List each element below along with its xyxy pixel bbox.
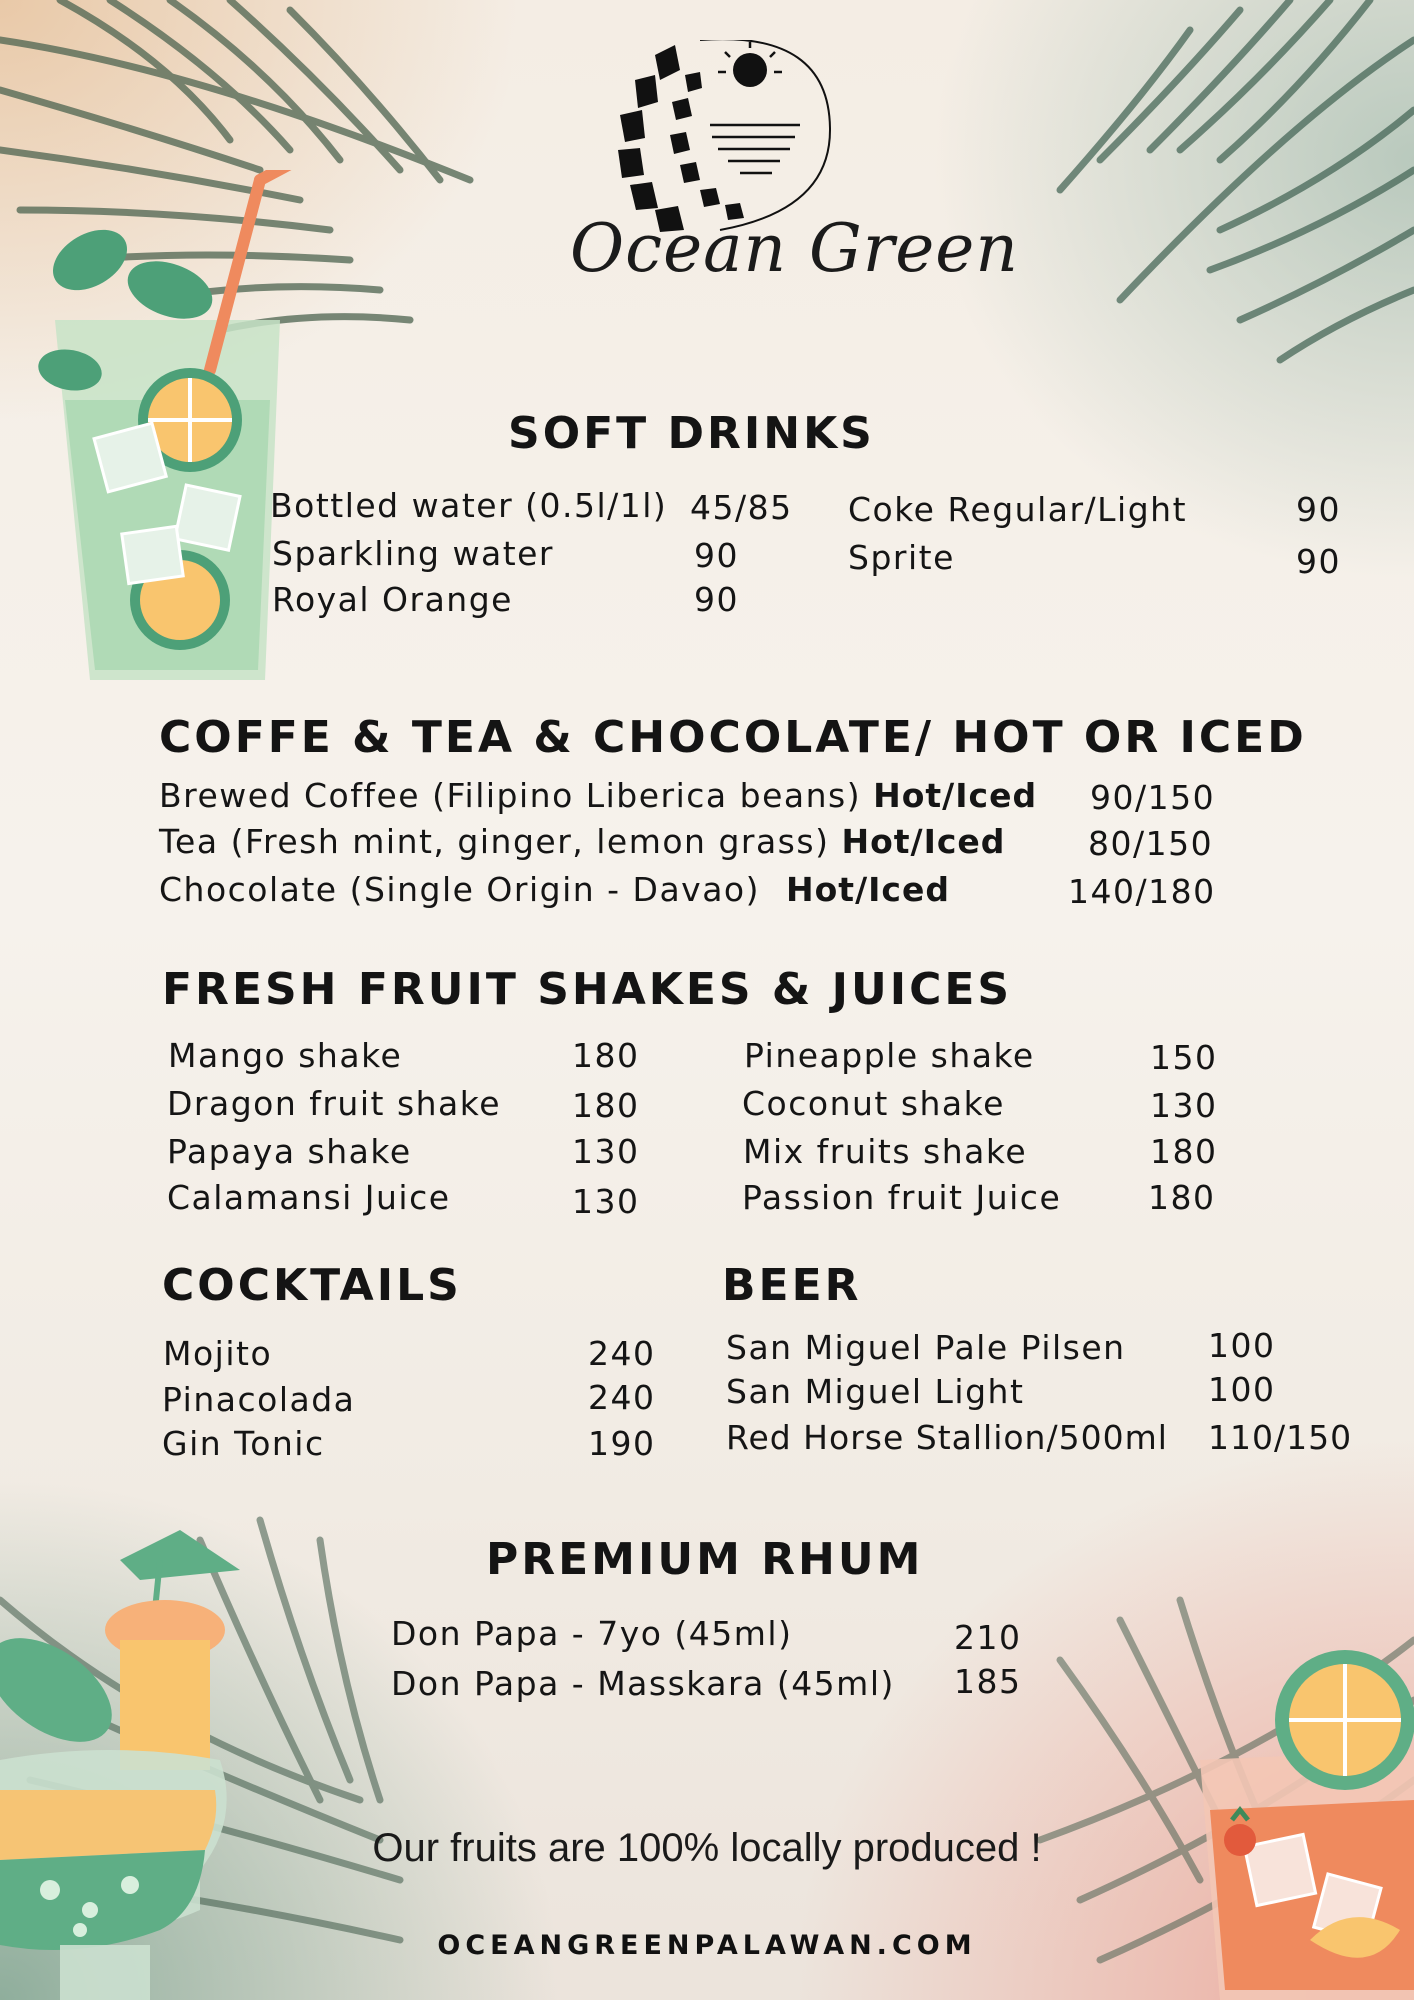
menu-item-name: Mango shake bbox=[168, 1036, 403, 1075]
menu-item-name: Passion fruit Juice bbox=[742, 1178, 1062, 1217]
menu-item-modifier: Hot/Iced bbox=[873, 776, 1038, 815]
menu-item-price: 180 bbox=[1150, 1132, 1218, 1171]
menu-item-price: 240 bbox=[588, 1334, 656, 1373]
menu-item-name: Bottled water (0.5l/1l) bbox=[270, 486, 668, 525]
menu-item-name: Royal Orange bbox=[272, 580, 513, 619]
menu-item-price: 140/180 bbox=[1068, 872, 1216, 911]
menu-item-price: 45/85 bbox=[690, 488, 793, 527]
menu-item-price: 190 bbox=[588, 1424, 656, 1463]
menu-item-price: 90 bbox=[694, 580, 739, 619]
soft-drinks-title: SOFT DRINKS bbox=[508, 408, 875, 459]
menu-item-price: 210 bbox=[954, 1618, 1022, 1657]
menu-item-price: 180 bbox=[1148, 1178, 1216, 1217]
menu-item-name: Red Horse Stallion/500ml bbox=[726, 1418, 1168, 1457]
menu-item-name: Brewed Coffee (Filipino Liberica beans) bbox=[159, 776, 862, 815]
menu-item-price: 130 bbox=[572, 1182, 640, 1221]
menu-item-name: Coconut shake bbox=[742, 1084, 1005, 1123]
menu-item-name: Mix fruits shake bbox=[743, 1132, 1028, 1171]
palm-leaf-top-right-icon bbox=[1040, 0, 1414, 380]
menu-item-name: San Miguel Pale Pilsen bbox=[726, 1328, 1126, 1367]
menu-item-name: Coke Regular/Light bbox=[848, 490, 1188, 529]
menu-item-name: Don Papa - Masskara (45ml) bbox=[391, 1664, 895, 1703]
menu-item-row bbox=[159, 822, 1005, 861]
menu-item-price: 90/150 bbox=[1090, 778, 1216, 817]
shakes-title: FRESH FRUIT SHAKES & JUICES bbox=[162, 964, 1013, 1015]
menu-item-price: 90 bbox=[1296, 542, 1341, 581]
menu-item-name: Chocolate (Single Origin - Davao) bbox=[159, 870, 760, 909]
menu-item-row bbox=[159, 870, 950, 909]
menu-item-name: Don Papa - 7yo (45ml) bbox=[391, 1614, 793, 1653]
website-link[interactable]: OCEANGREENPALAWAN.COM bbox=[437, 1930, 977, 1961]
menu-item-name: Calamansi Juice bbox=[167, 1178, 451, 1217]
footer-note: Our fruits are 100% locally produced ! bbox=[372, 1826, 1042, 1870]
brand-name: Ocean Green bbox=[570, 210, 1019, 287]
menu-item-name: Dragon fruit shake bbox=[167, 1084, 502, 1123]
menu-item-price: 80/150 bbox=[1088, 824, 1214, 863]
menu-item-price: 180 bbox=[572, 1086, 640, 1125]
menu-item-price: 130 bbox=[572, 1132, 640, 1171]
menu-item-price: 100 bbox=[1208, 1370, 1276, 1409]
menu-item-modifier: Hot/Iced bbox=[786, 870, 950, 909]
premium-rhum-title: PREMIUM RHUM bbox=[486, 1534, 924, 1585]
menu-item-name: Sprite bbox=[848, 538, 955, 577]
menu-item-name: Mojito bbox=[163, 1334, 273, 1373]
menu-item-price: 150 bbox=[1150, 1038, 1218, 1077]
menu-item-name: Papaya shake bbox=[167, 1132, 412, 1171]
menu-item-name: Tea (Fresh mint, ginger, lemon grass) bbox=[159, 822, 830, 861]
menu-item-name: Pinacolada bbox=[162, 1380, 356, 1419]
menu-item-name: Pineapple shake bbox=[744, 1036, 1035, 1075]
menu-item-price: 90 bbox=[694, 536, 739, 575]
menu-item-name: Sparkling water bbox=[272, 534, 555, 573]
menu-item-row bbox=[159, 776, 1037, 815]
menu-item-modifier: Hot/Iced bbox=[841, 822, 1006, 861]
menu-item-price: 100 bbox=[1208, 1326, 1276, 1365]
menu-item-price: 90 bbox=[1296, 490, 1341, 529]
coffee-tea-title: COFFE & TEA & CHOCOLATE/ HOT OR ICED bbox=[159, 712, 1307, 763]
menu-item-price: 110/150 bbox=[1208, 1418, 1353, 1457]
mojito-glass-icon bbox=[30, 170, 300, 690]
menu-item-price: 180 bbox=[572, 1036, 640, 1075]
menu-item-name: San Miguel Light bbox=[726, 1372, 1025, 1411]
cocktails-title: COCKTAILS bbox=[162, 1260, 462, 1311]
beer-title: BEER bbox=[722, 1260, 862, 1311]
menu-item-price: 185 bbox=[954, 1662, 1022, 1701]
menu-item-price: 240 bbox=[588, 1378, 656, 1417]
menu-item-price: 130 bbox=[1150, 1086, 1218, 1125]
menu-item-name: Gin Tonic bbox=[162, 1424, 325, 1463]
pina-colada-glass-icon bbox=[0, 1490, 260, 2000]
